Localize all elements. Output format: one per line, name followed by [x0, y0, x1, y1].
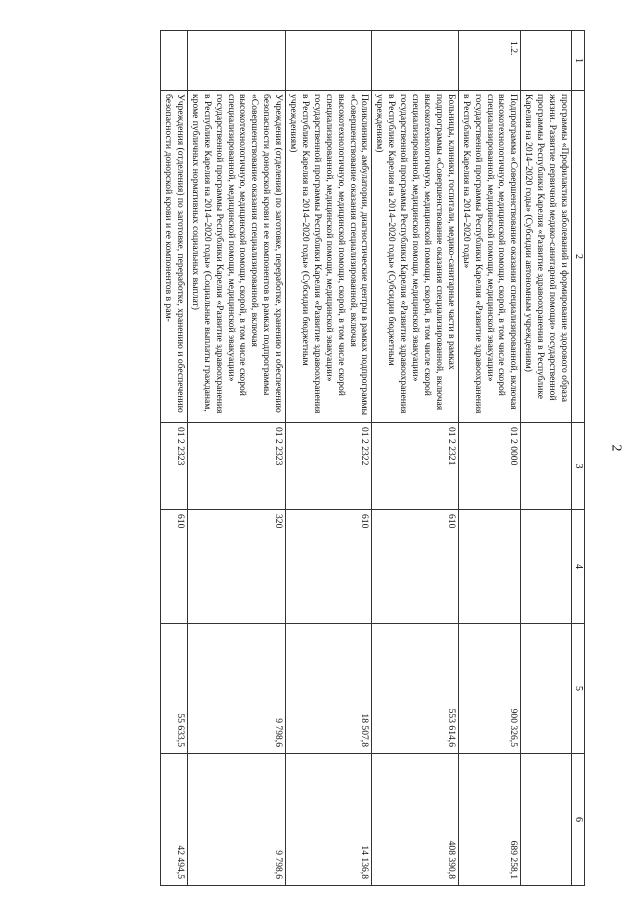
row-number — [372, 31, 458, 91]
row-amount-5 — [521, 624, 572, 754]
table-row — [458, 31, 521, 886]
row-expense-type: 610 — [286, 510, 372, 624]
row-expense-type — [521, 510, 572, 624]
rotated-page — [55, 30, 585, 885]
col-header-4: 4 — [572, 510, 585, 624]
row-expense-type — [458, 510, 521, 624]
row-target-code — [521, 423, 572, 510]
row-description: Учреждения (отделения) по заготовке, переработке, хранению и обеспечению безопасности донорской крови и ее компонентов в рамках подпрограммы «Совершенствование оказания специализированной, включая высокотехнологичную, медицинской помощи, скорой, в том числе скорой специализированной, медицинской помощи, медицинской эвакуации» государственной программы Республики Карелия «Развитие здравоохранения в Республике Карелия на 2014–2020 годы» (Социальные выплаты гражданам, кроме публичных нормативных социальных выплат) — [187, 91, 285, 423]
row-target-code: 01 2 0000 — [458, 423, 521, 510]
table-row — [187, 31, 285, 886]
table-row — [161, 31, 188, 886]
row-amount-6: 9 798,6 — [187, 754, 285, 886]
col-header-2: 2 — [572, 91, 585, 423]
row-amount-5: 553 614,6 — [372, 624, 458, 754]
row-amount-5: 9 798,6 — [187, 624, 285, 754]
row-target-code: 01 2 2323 — [187, 423, 285, 510]
row-target-code: 01 2 2321 — [372, 423, 458, 510]
col-header-6: 6 — [572, 754, 585, 886]
row-number — [161, 31, 188, 91]
row-amount-6: 14 136,8 — [286, 754, 372, 886]
row-description: Поликлиники, амбулатории, диагностические центры в рамках подпрограммы «Совершенствование оказания специализированной, включая высокотехнологичную, медицинской помощи, скорой, в том числе скорой специализированной, медицинской помощи, медицинской эвакуации» государственной программы Республики Карелия «Развитие здравоохранения в Республике Карелия на 2014–2020 годы» (Субсидии бюджетным учреждениям) — [286, 91, 372, 423]
table-row — [521, 31, 572, 886]
table-row — [286, 31, 372, 886]
row-target-code: 01 2 2323 — [161, 423, 188, 510]
row-expense-type: 610 — [372, 510, 458, 624]
row-amount-6: 408 390,8 — [372, 754, 458, 886]
row-amount-6 — [521, 754, 572, 886]
row-amount-5: 18 507,8 — [286, 624, 372, 754]
row-amount-5: 900 326,5 — [458, 624, 521, 754]
col-header-3: 3 — [572, 423, 585, 510]
col-header-1: 1 — [572, 31, 585, 91]
header-row — [572, 31, 585, 886]
row-expense-type: 320 — [187, 510, 285, 624]
row-amount-6: 42 494,5 — [161, 754, 188, 886]
row-number — [286, 31, 372, 91]
row-target-code: 01 2 2322 — [286, 423, 372, 510]
row-expense-type: 610 — [161, 510, 188, 624]
row-amount-5: 55 633,5 — [161, 624, 188, 754]
row-description: Подпрограмма «Совершенствование оказания специализированной, включая высокотехнологичную, медицинской помощи, скорой, в том числе скорой специализированной, медицинской помощи, медицинской эвакуации» государственной программы Республики Карелия «Развитие здравоохранения в Республике Карелия на 2014–2020 годы» — [458, 91, 521, 423]
row-description: Больницы, клиники, госпитали, медико-санитарные части в рамках подпрограммы «Совершенствование оказания специализированной, включая высокотехнологичную, медицинской помощи, скорой, в том числе скорой специализированной, медицинской помощи, медицинской эвакуации» государственной программы Республики Карелия «Развитие здравоохранения в Республике Карелия на 2014–2020 годы» (Субсидии бюджетным учреждениям) — [372, 91, 458, 423]
row-number — [521, 31, 572, 91]
col-header-5: 5 — [572, 624, 585, 754]
row-description: Учреждения (отделения) по заготовке, переработке, хранению и обеспечению безопасности донорской крови и ее компонентов в рам- — [161, 91, 188, 423]
table-row — [372, 31, 458, 886]
row-amount-6: 689 258,1 — [458, 754, 521, 886]
page-number: 2 — [608, 444, 624, 452]
row-description: программы «Профилактика заболеваний и формирование здорового образа жизни. Развитие первичной медико-санитарной помощи» государственной программы Республики Карелия «Развитие здравоохранения в Республике Карелия на 2014–2020 годы» (Субсидии автономным учреждениям) — [521, 91, 572, 423]
budget-table — [160, 30, 585, 886]
row-number — [187, 31, 285, 91]
row-number: 1.2. — [458, 31, 521, 91]
